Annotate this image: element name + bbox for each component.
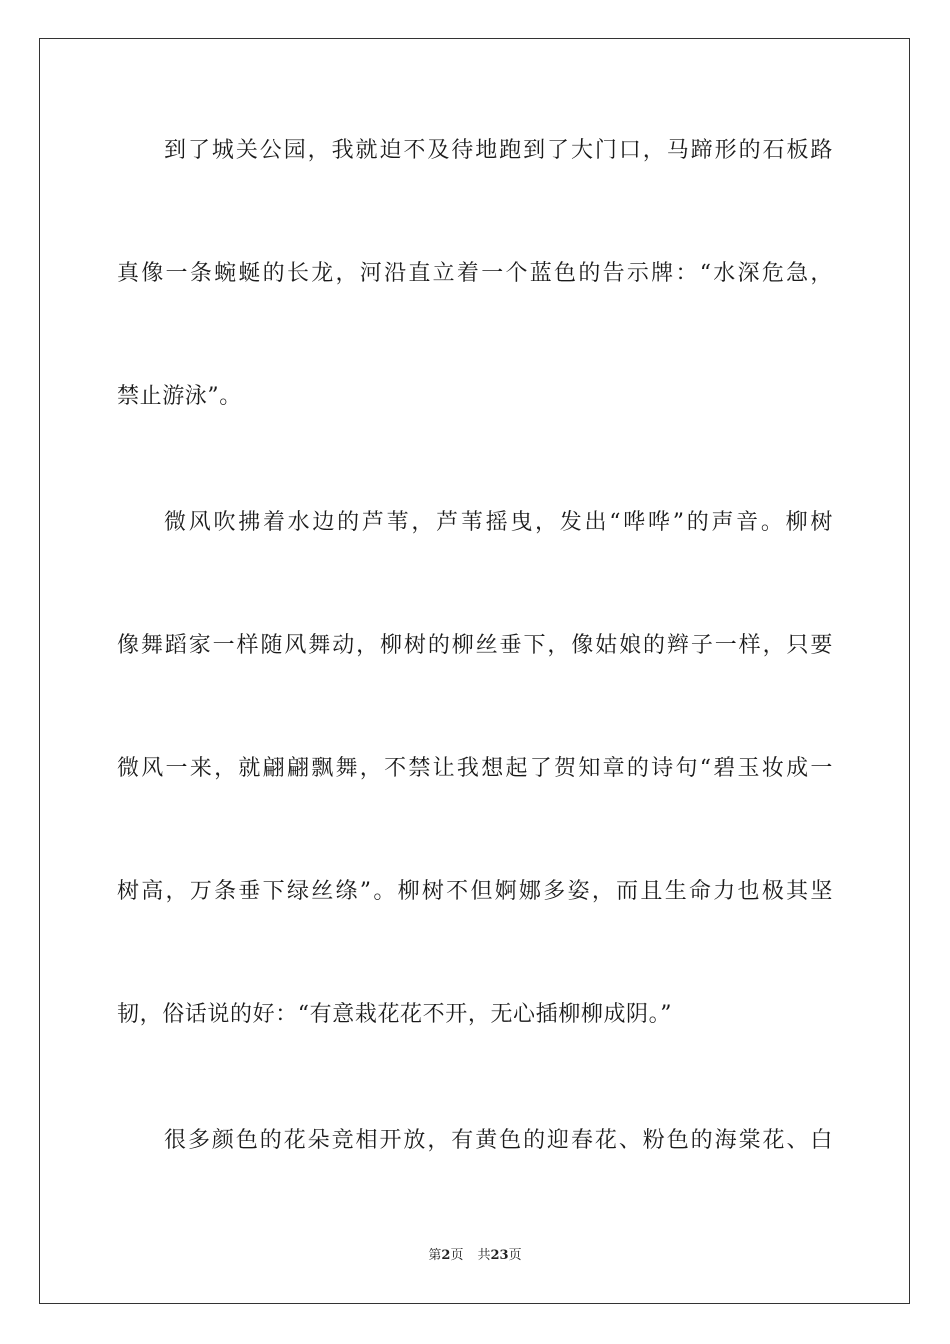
paragraph-2-line-1: 微风吹拂着水边的芦苇，芦苇摇曳，发出“哗哗”的声音。柳树 (164, 510, 833, 535)
footer-total-pages: 23 (490, 1248, 509, 1263)
paragraph-1-line-2: 真像一条蜿蜒的长龙，河沿直立着一个蓝色的告示牌：“水深危急， (117, 261, 833, 286)
footer-page-number: 2 (441, 1248, 451, 1263)
paragraph-1-line-3: 禁止游泳”。 (117, 384, 242, 409)
footer-total-suffix: 页 (508, 1248, 522, 1263)
page-footer (0, 1247, 950, 1265)
paragraph-2-line-2: 像舞蹈家一样随风舞动，柳树的柳丝垂下，像姑娘的辫子一样，只要 (117, 633, 833, 658)
paragraph-2-line-5: 韧，俗话说的好：“有意栽花花不开，无心插柳柳成阴。” (117, 1002, 673, 1027)
paragraph-1-line-1: 到了城关公园，我就迫不及待地跑到了大门口，马蹄形的石板路 (164, 138, 833, 163)
page-border (39, 38, 910, 1304)
paragraph-2-line-4: 树高，万条垂下绿丝绦”。柳树不但婀娜多姿，而且生命力也极其坚 (117, 879, 833, 904)
footer-total-prefix: 共 (477, 1248, 491, 1263)
paragraph-2-line-3: 微风一来，就翩翩飘舞，不禁让我想起了贺知章的诗句“碧玉妆成一 (117, 756, 833, 781)
footer-page-suffix: 页 (450, 1248, 464, 1263)
paragraph-3-line-1: 很多颜色的花朵竞相开放，有黄色的迎春花、粉色的海棠花、白 (164, 1128, 833, 1153)
footer-page-prefix: 第 (428, 1248, 442, 1263)
